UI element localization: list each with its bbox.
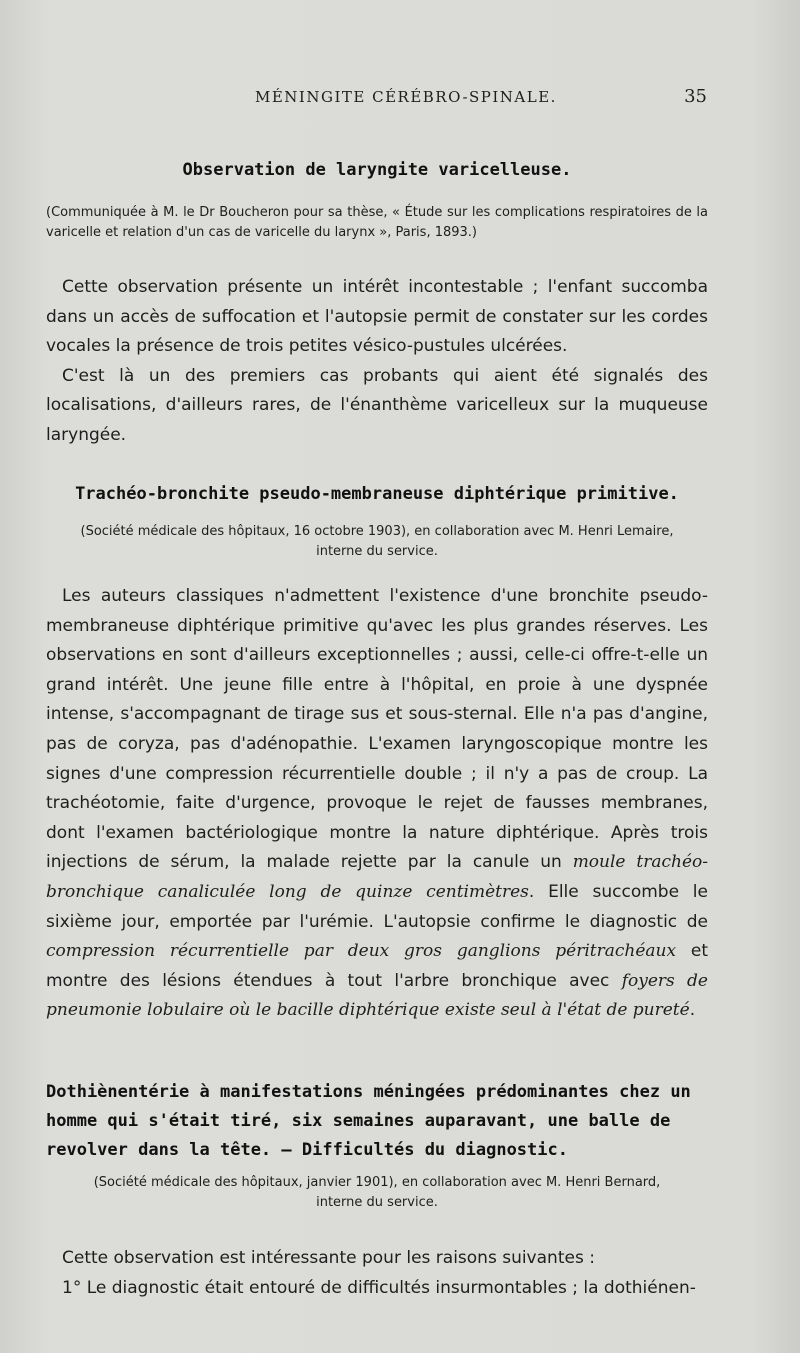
- section-title: Dothiènentérie à manifestations méningées prédominantes chez un homme qui s'était tiré, six semaines auparavant, une balle de revolver dans la tête. — Difficultés du diagnostic.: [46, 1082, 691, 1160]
- italic-run: foyers de pneumonie lobulaire où le bacille diphtérique existe seul à l'état de pureté: [46, 970, 708, 1021]
- paragraph: 1° Le diagnostic était entouré de difficultés insurmontables ; la dothiénen-: [62, 1277, 696, 1298]
- section-tracheo-source: [46, 522, 708, 562]
- paragraph: [46, 582, 708, 1026]
- section-laryngite-body: [46, 273, 708, 451]
- section-dothienenterie: [46, 1078, 708, 1165]
- section-tracheo-body: [46, 582, 708, 1026]
- text-run: .: [689, 1000, 696, 1021]
- source-note-line2: interne du service.: [316, 1195, 438, 1210]
- text-run: et montre des lésions étendues à tout l'arbre bronchique avec: [46, 941, 708, 991]
- source-note-line1: (Société médicale des hôpitaux, janvier 1901), en collaboration avec M. Henri Bernard,: [93, 1175, 661, 1190]
- paragraph: Cette observation présente un intérêt incontestable ; l'enfant succomba dans un accès de suffocation et l'autopsie permit de constater sur les cordes vocales la présence de trois petites vésico-pustules ulcérées.: [46, 277, 708, 357]
- paragraph: C'est là un des premiers cas probants qui aient été signalés des localisations, d'ailleurs rares, de l'énanthème varicelleux sur la muqueuse laryngée.: [46, 365, 708, 445]
- section-title: Trachéo-bronchite pseudo-membraneuse diphtérique primitive.: [75, 484, 679, 504]
- text-run: Les auteurs classiques n'admettent l'existence d'une bronchite pseudo-membraneuse diphtérique primitive qu'avec les plus grandes réserves. Les observations en sont d'ailleurs exceptionnelles ; aussi, celle-ci offre-t-elle un grand intérêt. Une jeune fille entre à l'hôpital, en proie à une dyspnée intense, s'accompagnant de tirage sus et sous-sternal. Elle n'a pas d'angine, pas de coryza, pas d'adénopathie. L'examen laryngoscopique montre les signes d'une compression récurrentielle double ; il n'y a pas de croup. La trachéotomie, faite d'urgence, provoque le rejet de fausses membranes, dont l'examen bactériologique montre la nature diphtérique. Après trois injections de sérum, la malade rejette par la canule un: [46, 586, 708, 873]
- italic-run: compression récurrentielle par deux gros ganglions péritrachéaux: [46, 941, 677, 962]
- source-note-line1: (Société médicale des hôpitaux, 16 octobre 1903), en collaboration avec M. Henri Lemaire,: [80, 524, 674, 539]
- source-note: (Communiquée à M. le Dr Boucheron pour sa thèse, « Étude sur les complications respiratoires de la varicelle et relation d'un cas de varicelle du larynx », Paris, 1893.): [46, 205, 708, 240]
- section-laryngite: [46, 160, 708, 180]
- source-note-line2: interne du service.: [316, 544, 438, 559]
- page-number: 35: [684, 86, 707, 107]
- section-dothien-source: [46, 1173, 708, 1213]
- section-tracheo-bronchite: [46, 484, 708, 504]
- running-title: MÉNINGITE CÉRÉBRO-SPINALE.: [255, 88, 557, 106]
- paragraph: Cette observation est intéressante pour les raisons suivantes :: [62, 1248, 595, 1268]
- section-laryngite-source: [46, 203, 708, 243]
- italic-run: moule trachéo-bronchique canaliculée long de quinze centimètres: [46, 852, 708, 902]
- section-title: Observation de laryngite varicelleuse.: [182, 160, 572, 180]
- text-run: . Elle succombe le sixième jour, emportée par l'urémie. L'autopsie confirme le diagnostic de: [46, 881, 708, 932]
- running-head: [0, 88, 800, 112]
- section-dothien-body: [46, 1244, 708, 1303]
